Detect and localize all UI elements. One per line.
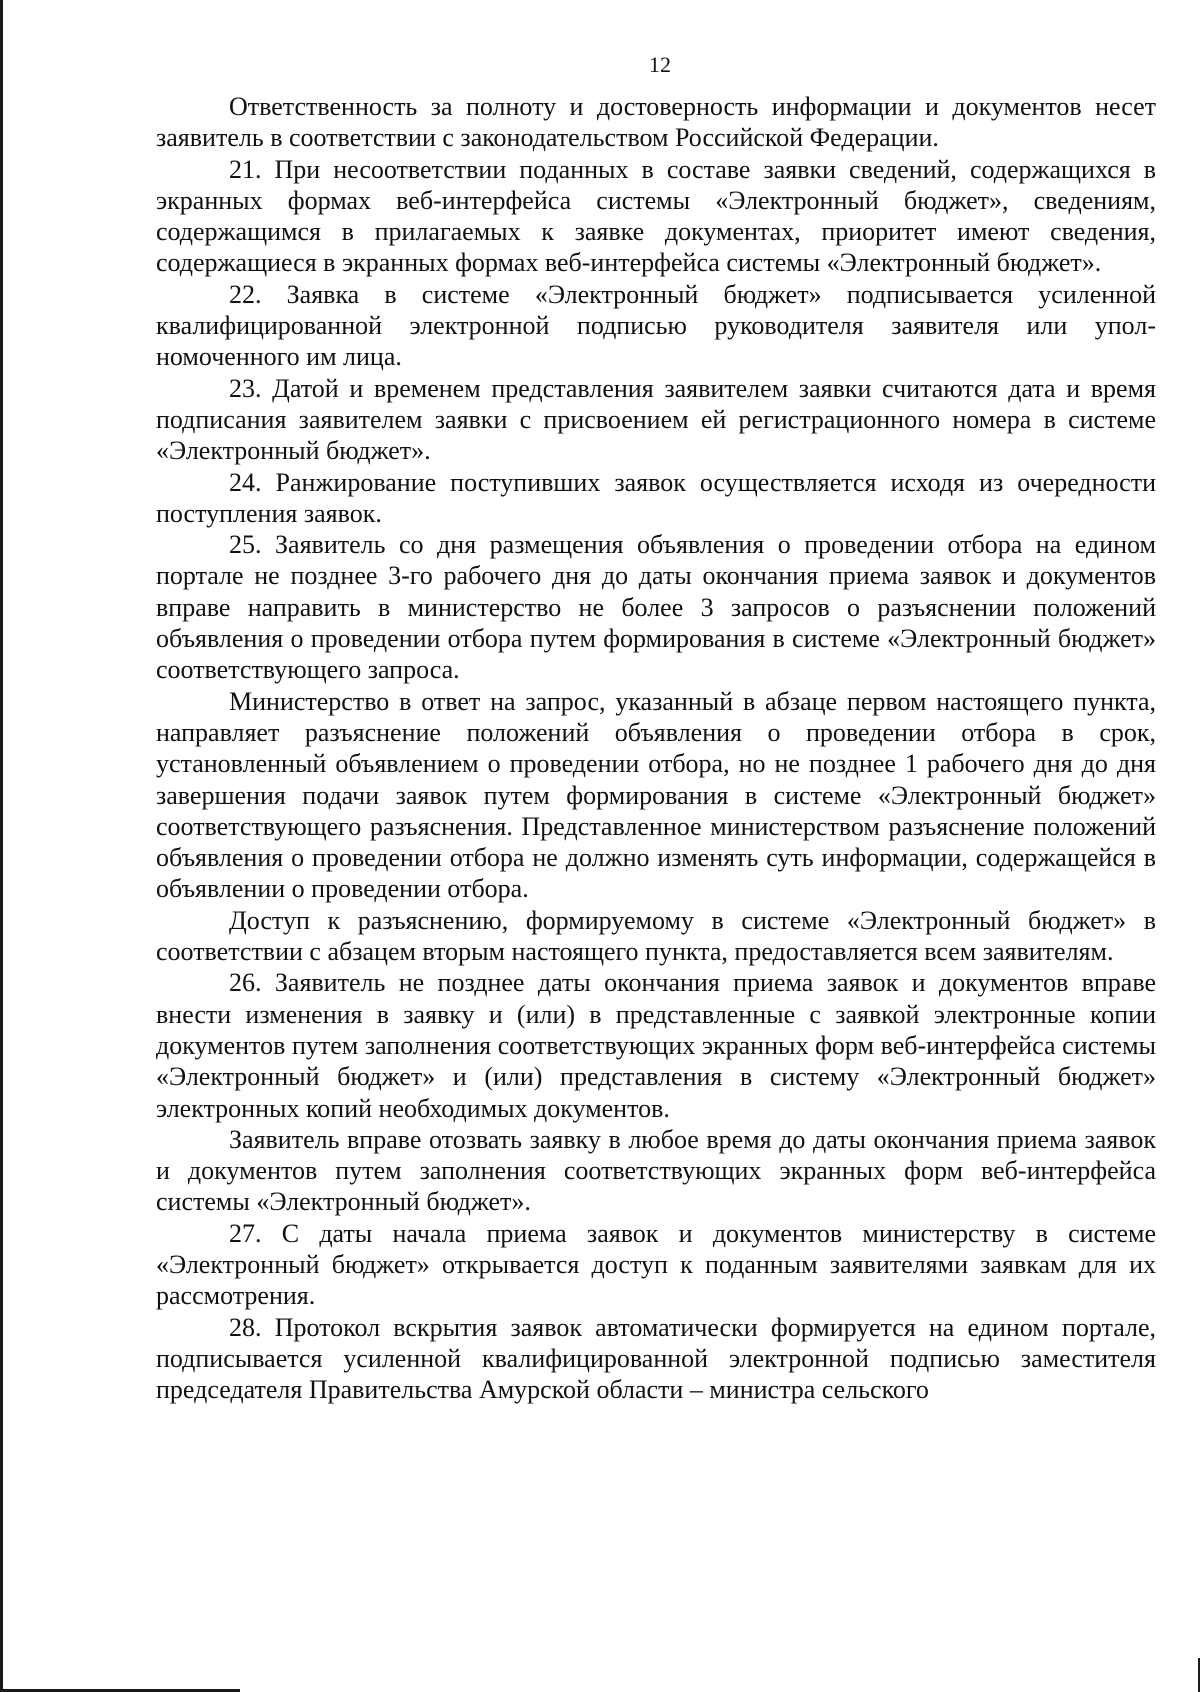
paragraph-24: 24. Ранжирование поступивших заявок осуществляется исходя из очередности поступления заявок. — [156, 467, 1156, 528]
paragraph-27: 27. С даты начала приема заявок и документов министерству в системе «Электронный бюджет» открывается доступ к поданным заявителями заявкам для их рассмотрения. — [156, 1218, 1156, 1311]
paragraph-28: 28. Протокол вскрытия заявок автоматически формируется на едином портале, подписывается усиленной квалифицированной электронной подписью заместителя председателя Правительства Амурской области – министра сельского — [156, 1312, 1156, 1405]
paragraph-responsibility: Ответственность за полноту и достоверность информации и документов несет заявитель в соответствии с законодательством Российской Федерации. — [156, 92, 1156, 153]
page-number: 12 — [649, 52, 671, 77]
paragraph-21: 21. При несоответствии поданных в составе заявки сведений, содержащихся в экранных формах веб-интерфейса системы «Электронный бюджет», сведениям, содержащимся в прилагаемых к заявке документах, приоритет имеют сведения, содержащиеся в экранных формах веб-интерфейса системы «Электронный бюджет». — [156, 154, 1156, 278]
paragraph-25: 25. Заявитель со дня размещения объявления о проведении отбора на едином портале не позднее 3-го рабочего дня до даты окончания приема заявок и документов вправе направить в министерство не более 3 запросов о разъяснении положений объявления о проведении отбора путем формирования в системе «Электронный бюджет» соответствующего запроса. — [156, 530, 1156, 685]
paragraph-23: 23. Датой и временем представления заявителем заявки считаются дата и время подписания заявителем заявки с присвоением ей регистрационного номера в системе «Электронный бюджет». — [156, 373, 1156, 466]
paragraph-26-withdrawal: Заявитель вправе отозвать заявку в любое время до даты окончания приема заявок и документов путем заполнения соответствующих экранных форм веб-интерфейса системы «Электронный бюджет». — [156, 1124, 1156, 1217]
paragraph-22: 22. Заявка в системе «Электронный бюджет» подписывается усиленной квалифицированной электронной подписью руководителя заявителя или уполномоченного им лица. — [156, 279, 1156, 372]
paragraph-26: 26. Заявитель не позднее даты окончания приема заявок и документов вправе внести изменения в заявку и (или) в представленные с заявкой электронные копии документов путем заполнения соответствующих экранных форм веб-интерфейса системы «Электронный бюджет» и (или) представления в систему «Электронный бюджет» электронных копий необходимых документов. — [156, 968, 1156, 1123]
document-body — [156, 91, 1156, 1405]
scan-edge-left — [0, 0, 3, 1692]
paragraph-25-ministry-response: Министерство в ответ на запрос, указанный в абзаце первом настоящего пункта, направляет разъяснение положений объявления о проведении отбора в срок, установленный объявлением о проведении отбора, но не позднее 1 рабочего дня до дня завершения подачи заявок путем формирования в системе «Электронный бюджет» соответствующего разъяснения. Представленное министерством разъяснение положений объявления о проведении отбора не должно изменять суть информации, содержащейся в объявлении о проведении отбора. — [156, 686, 1156, 904]
paragraph-25-access: Доступ к разъяснению, формируемому в системе «Электронный бюджет» в соответствии с абзацем вторым настоящего пункта, предоставляется всем заявителям. — [156, 905, 1156, 967]
